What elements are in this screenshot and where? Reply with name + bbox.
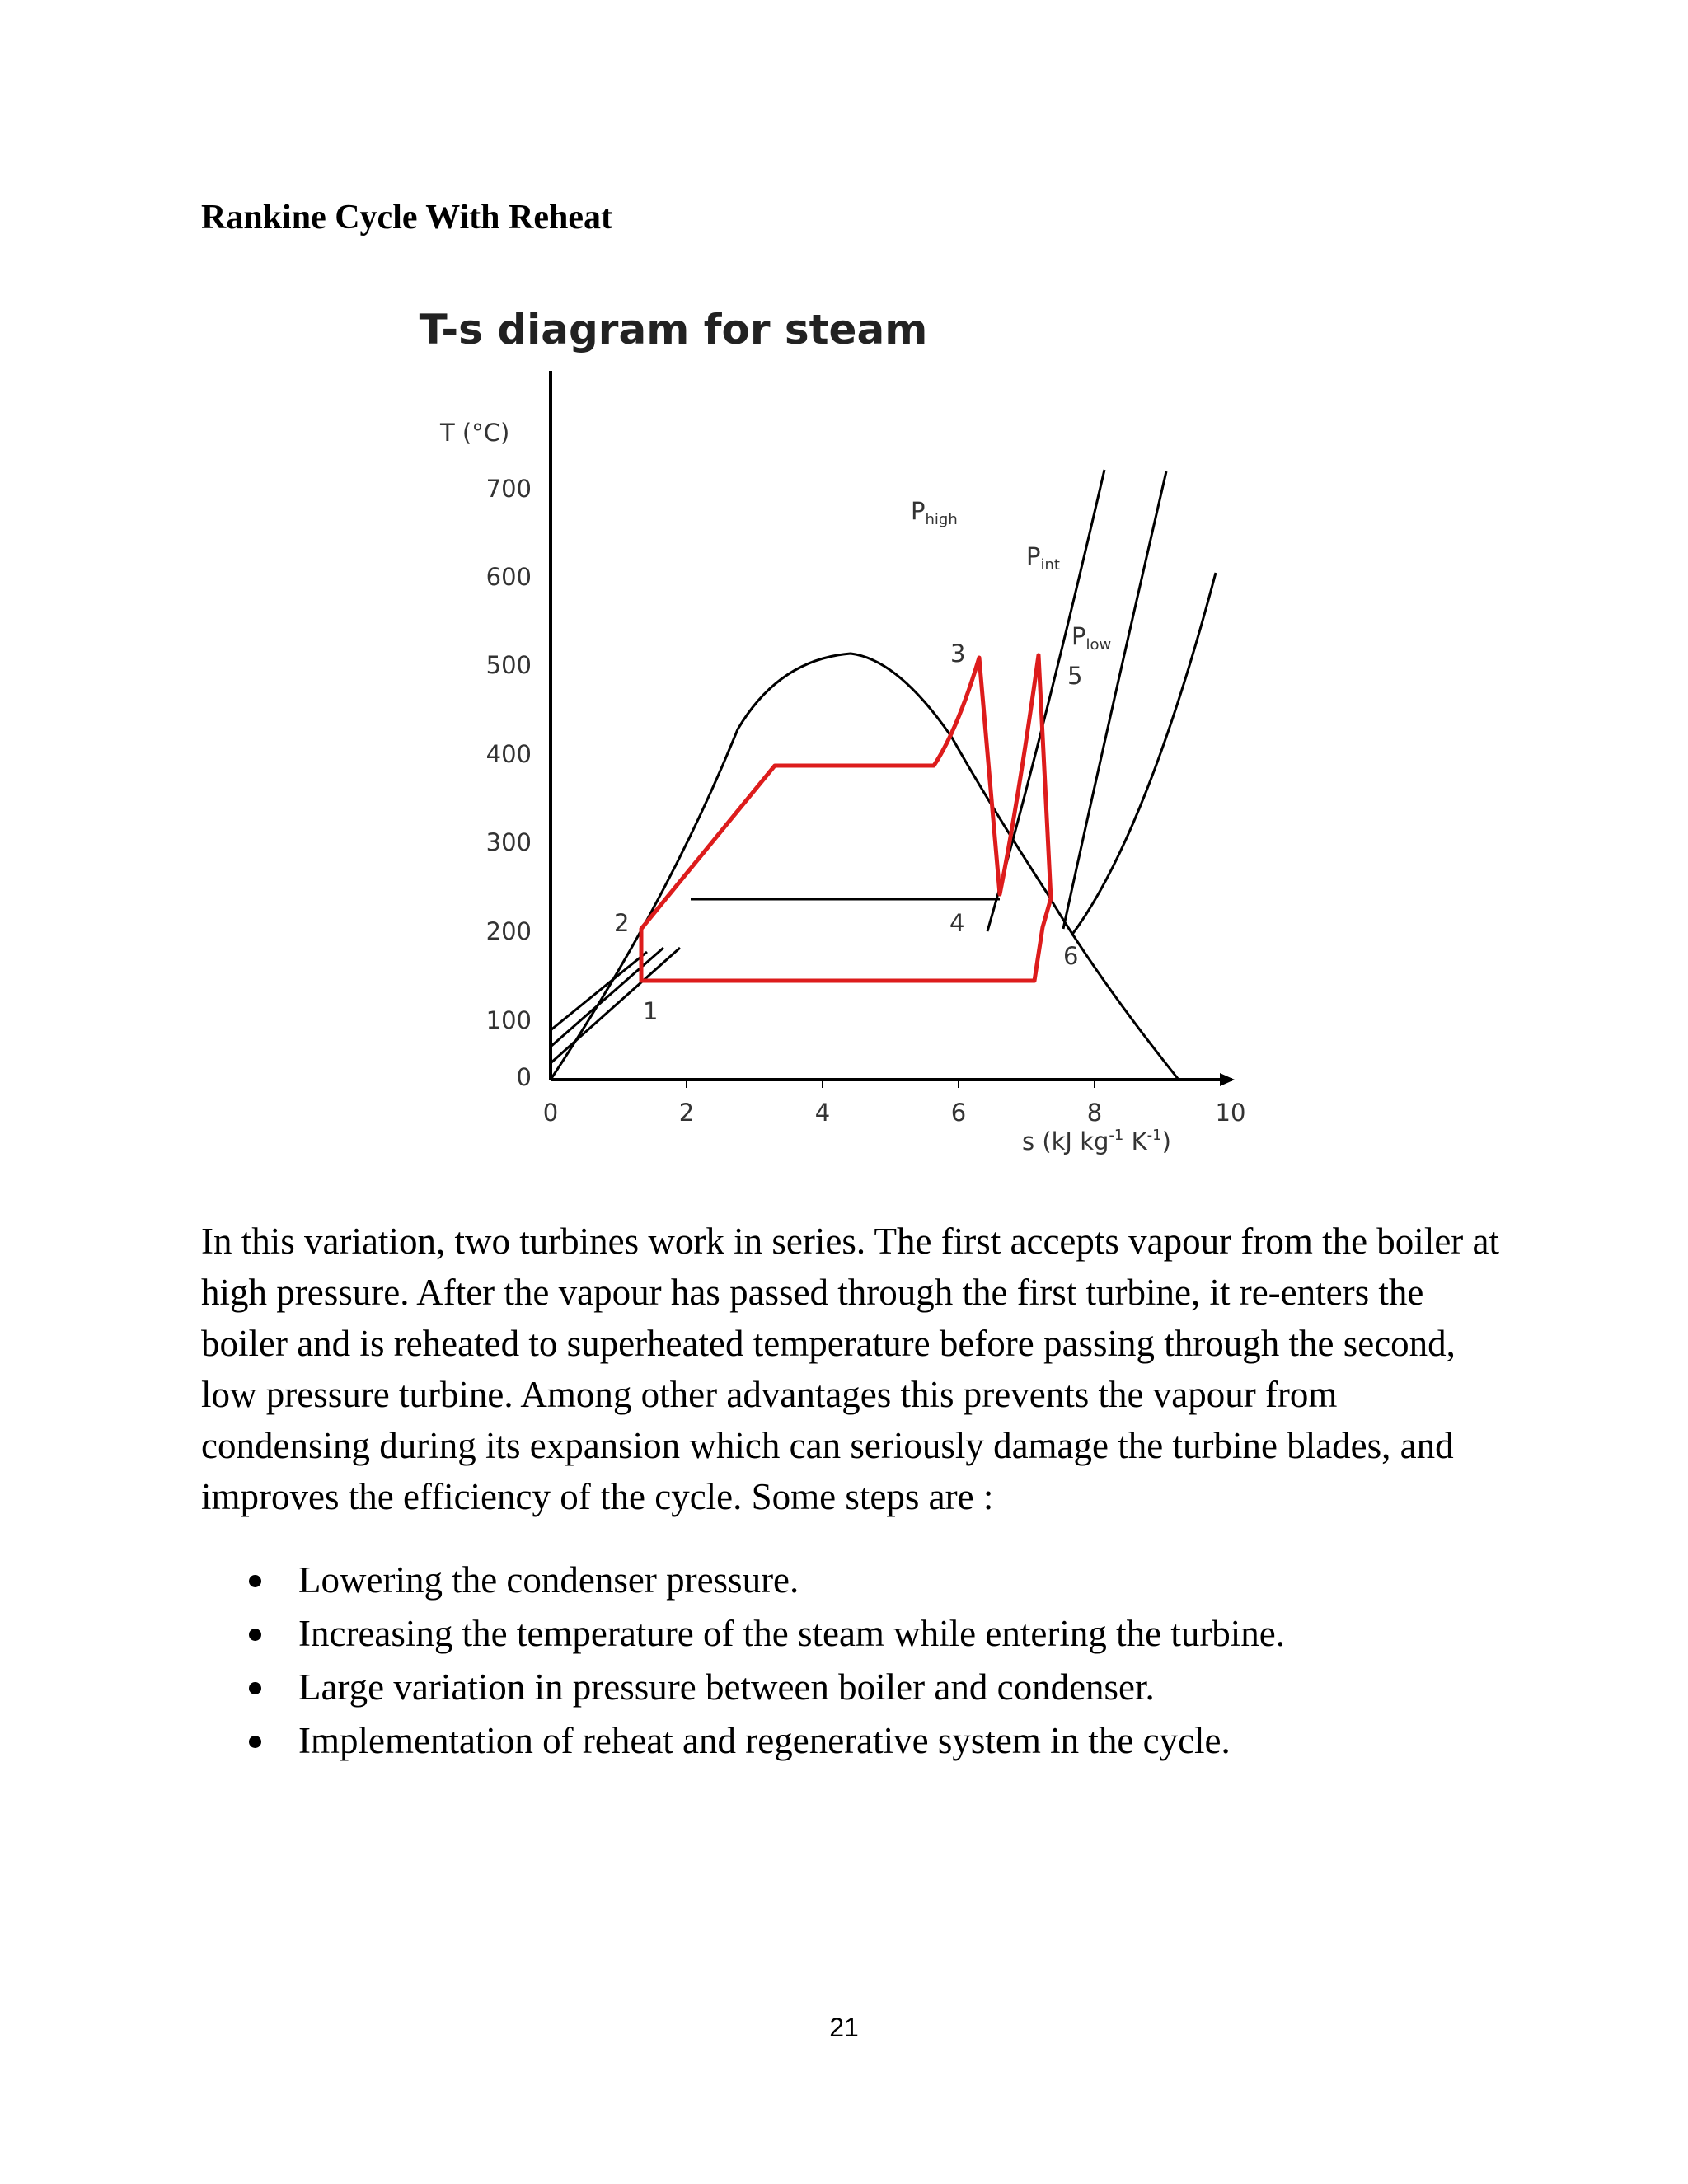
x-axis-label-sup: -1 bbox=[1146, 1127, 1162, 1144]
list-item-text: Large variation in pressure between boiler and condenser. bbox=[298, 1666, 1155, 1708]
x-tick-label: 10 bbox=[1215, 1099, 1246, 1127]
list-item bbox=[201, 1661, 1503, 1714]
y-tick-label: 200 bbox=[485, 917, 532, 945]
section-heading: Rankine Cycle With Reheat bbox=[201, 199, 612, 237]
body-paragraph: In this variation, two turbines work in series. The first accepts vapour from the boiler at high pressure. After the vapour has passed through the first turbine, it re-enters the boiler and is reheated to superheated temperature before passing through the second, low pressure turbine. Among other advantages this prevents the vapour from condensing during its expansion which can seriously damage the turbine blades, and improves the efficiency of the cycle. Some steps are : bbox=[201, 1221, 1499, 1517]
isobar-label-low bbox=[1071, 622, 1111, 654]
x-axis-label-sup: -1 bbox=[1109, 1127, 1124, 1144]
x-axis-label-main: s (kJ kg bbox=[1022, 1127, 1109, 1155]
x-axis-arrow bbox=[1220, 1073, 1235, 1086]
x-axis-label-mid: K bbox=[1123, 1127, 1147, 1155]
bullet-icon bbox=[249, 1575, 261, 1587]
state-point-label: 5 bbox=[1067, 662, 1083, 690]
isobar-label-int-sub: int bbox=[1040, 556, 1060, 574]
reheat-cycle-path bbox=[641, 655, 1051, 981]
bullet-icon bbox=[249, 1736, 261, 1748]
liquid-line bbox=[551, 948, 680, 1063]
list-item-text: Lowering the condenser pressure. bbox=[298, 1559, 799, 1601]
x-tick-label: 2 bbox=[678, 1099, 695, 1127]
state-point-label: 2 bbox=[614, 909, 630, 937]
isobar-label-high-sub: high bbox=[925, 511, 958, 528]
bullet-icon bbox=[249, 1682, 261, 1694]
y-tick-label: 400 bbox=[485, 740, 532, 768]
list-item-text: Increasing the temperature of the steam while entering the turbine. bbox=[298, 1613, 1286, 1654]
state-point-label: 1 bbox=[643, 997, 659, 1025]
x-tick-label: 6 bbox=[950, 1099, 967, 1127]
list-item bbox=[201, 1554, 1503, 1607]
state-point-label: 6 bbox=[1063, 942, 1079, 970]
isobar-label-low-sub: low bbox=[1085, 636, 1112, 654]
y-tick-label: 700 bbox=[485, 475, 532, 503]
list-item-text: Implementation of reheat and regenerative system in the cycle. bbox=[298, 1720, 1231, 1761]
y-tick-label: 600 bbox=[485, 563, 532, 591]
isobar-low bbox=[1071, 573, 1216, 935]
x-tick-label: 0 bbox=[542, 1099, 559, 1127]
ts-diagram bbox=[412, 293, 1269, 1183]
state-point-label: 4 bbox=[950, 909, 965, 937]
y-tick-label: 300 bbox=[485, 828, 532, 856]
state-point-label: 3 bbox=[950, 640, 966, 668]
x-tick-label: 8 bbox=[1086, 1099, 1103, 1127]
y-tick-label: 100 bbox=[485, 1006, 532, 1034]
isobar-label-int bbox=[1026, 542, 1060, 574]
x-axis-label bbox=[1022, 1127, 1171, 1155]
diagram-title: T-s diagram for steam bbox=[419, 306, 928, 354]
x-tick-label: 4 bbox=[814, 1099, 831, 1127]
page-number: 21 bbox=[829, 2013, 859, 2042]
list-item bbox=[201, 1714, 1503, 1768]
steps-list bbox=[201, 1554, 1503, 1768]
list-item bbox=[201, 1607, 1503, 1661]
x-axis-label-end: ) bbox=[1161, 1127, 1171, 1155]
isobar-label-high bbox=[911, 497, 958, 528]
isobar-label-high-main: P bbox=[911, 497, 926, 525]
isobar-label-int-main: P bbox=[1026, 542, 1041, 570]
isobar-label-low-main: P bbox=[1071, 622, 1086, 650]
y-axis-label: T (°C) bbox=[440, 419, 510, 447]
y-tick-label: 0 bbox=[516, 1063, 532, 1091]
y-tick-label: 500 bbox=[485, 651, 532, 679]
bullet-icon bbox=[249, 1629, 261, 1641]
